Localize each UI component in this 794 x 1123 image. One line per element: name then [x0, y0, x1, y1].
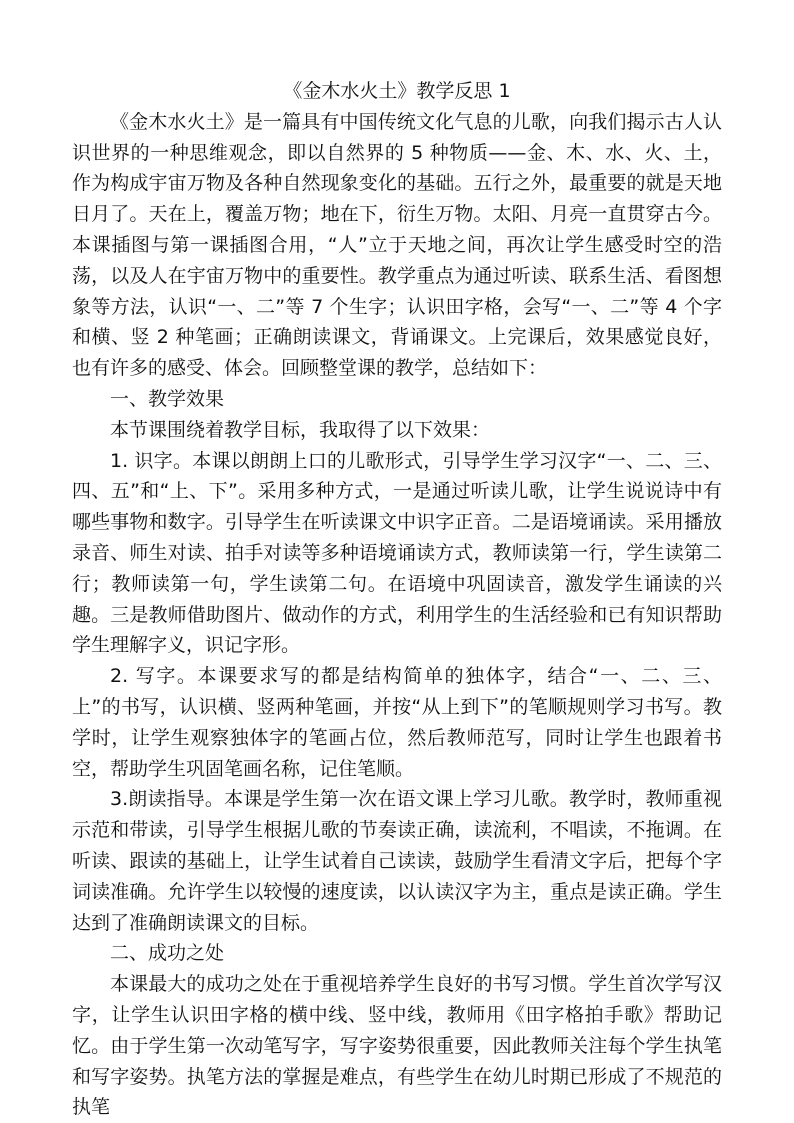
section-heading-success: 二、成功之处 [110, 942, 225, 965]
paragraph-effect-summary: 本节课围绕着教学目标，我取得了以下效果： [110, 418, 491, 441]
paragraph-intro: 《金木水火土》是一篇具有中国传统文化气息的儿歌，向我们揭示古人认识世界的一种思维观念，即以自然界的 5 种物质——金、木、水、火、土，作为构成宇宙万物及各种自然现象变化的基础。五行之外，最重要的就是天地日月了。天在上，覆盖万物；地在下，衍生万物。太阳、月亮一直贯穿古今。本课插图与第一课插图合用，“人”立于天地之间，再次让学生感受时空的浩荡，以及人在宇宙万物中的重要性。教学重点为通过听读、联系生活、看图想象等方法，认识“一、二”等 7 个生字；认识田字格，会写“一、二”等 4 个字和横、竖 2 种笔画；正确朗读课文，背诵课文。上完课后，效果感觉良好，也有许多的感受、体会。回顾整堂课的教学，总结如下： [72, 110, 722, 380]
section-heading-teaching-effect: 一、教学效果 [110, 387, 225, 410]
paragraph-writing: 2. 写字。本课要求写的都是结构简单的独体字，结合“一、二、三、上”的书写，认识横、竖两种笔画，并按“从上到下”的笔顺规则学习书写。教学时，让学生观察独体字的笔画占位，然后教师范写，同时让学生也跟着书空，帮助学生巩固笔画名称，记住笔顺。 [72, 665, 722, 780]
document-body [72, 76, 722, 1123]
document-title: 《金木水火土》教学反思 1 [283, 80, 511, 102]
paragraph-reading-guidance: 3.朗读指导。本课是学生第一次在语文课上学习儿歌。教学时，教师重视示范和带读，引导学生根据儿歌的节奏读正确，读流利，不唱读，不拖调。在听读、跟读的基础上，让学生试着自己读读，鼓励学生看清文字后，把每个字词读准确。允许学生以较慢的速度读，以认读汉字为主，重点是读正确。学生达到了准确朗读课文的目标。 [72, 788, 722, 934]
paragraph-literacy: 1. 识字。本课以朗朗上口的儿歌形式，引导学生学习汉字“一、二、三、四、五”和“上、下”。采用多种方式，一是通过听读儿歌，让学生说说诗中有哪些事物和数字。引导学生在听读课文中识字正音。二是语境诵读。采用播放录音、师生对读、拍手对读等多种语境诵读方式，教师读第一行，学生读第二行；教师读第一句，学生读第二句。在语境中巩固读音，激发学生诵读的兴趣。三是教师借助图片、做动作的方式，利用学生的生活经验和已有知识帮助学生理解字义，识记字形。 [72, 449, 722, 657]
paragraph-success: 本课最大的成功之处在于重视培养学生良好的书写习惯。学生首次学写汉字，让学生认识田字格的横中线、竖中线，教师用《田字格拍手歌》帮助记忆。由于学生第一次动笔写字，写字姿势很重要，因此教师关注每个学生执笔和写字姿势。执笔方法的掌握是难点，有些学生在幼儿时期已形成了不规范的执笔 [72, 973, 722, 1119]
